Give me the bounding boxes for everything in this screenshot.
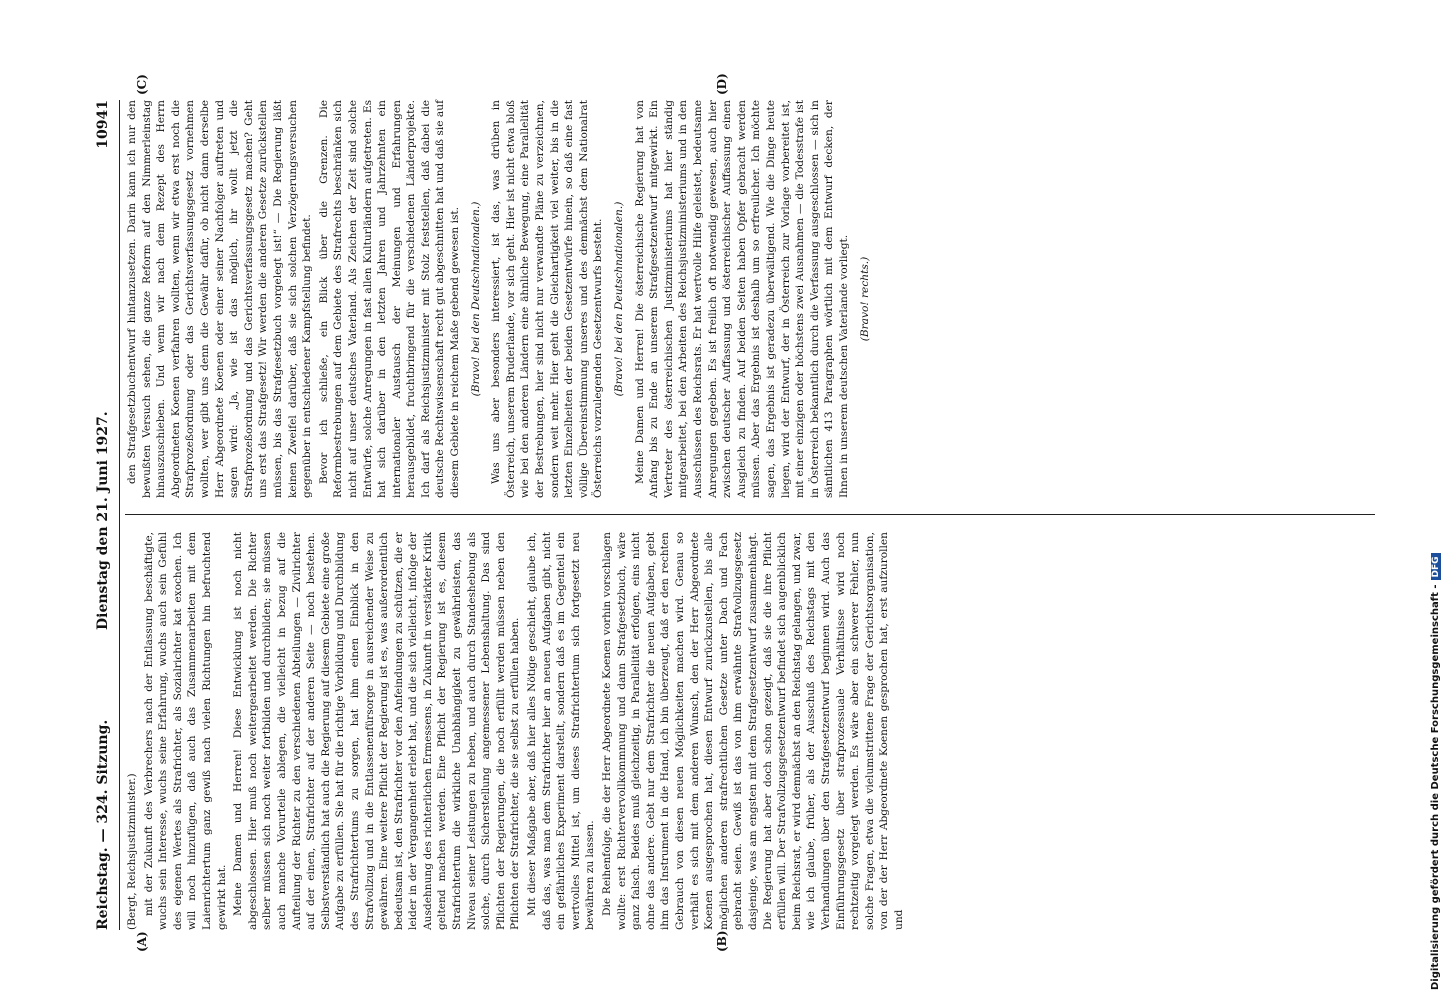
margin-marker-c: (C) bbox=[135, 74, 149, 95]
margin-marker-a: (A) bbox=[135, 931, 149, 952]
left-column bbox=[125, 532, 1375, 930]
interjection: (Bravo! bei den Deutschnationalen.) bbox=[469, 201, 482, 397]
dfg-logo: DFG bbox=[1431, 553, 1441, 580]
paragraph: Was uns aber besonders interessiert, ist das, was drüben in Österreich, unserem Bruderlande, vor sich geht. Hier ist nicht etwa bloß wie bei den anderen Ländern eine ähnliche Bewegung, eine Parallelität der Bestrebungen, hier sind nicht nur verwandte Pläne zu verzeichnen, sondern weit mehr. Hier geht die Gleichartigkeit viel weiter, bis in die letzten Einzelheiten der beiden Gesetzentwürfe hinein, so daß eine fast völlige Übereinstimmung unseres und des demnächst dem Nationalrat Österreichs vorzulegenden Gesetzentwurfs besteht. bbox=[490, 100, 605, 498]
header-left: Reichstag. — 324. Sitzung. bbox=[95, 719, 111, 930]
paragraph: den Strafgesetzbuchentwurf hintanzusetzen. Darin kann ich nur den bewußten Versuch sehen, die ganze Reform auf den Nimmerleinstag hinauszuschieben. Und wenn wir nach dem Rezept des Herrn Abgeordneten Koenen verfahren wollten, wenn wir etwa erst noch die Strafprozeßordnung oder das Gerichtsverfassungsgesetz vornehmen wollten, wer gibt uns denn die Gewähr dafür, ob nicht dann derselbe Herr Abgeordnete Koenen oder einer seiner Nachfolger auftreten und sagen wird: „Ja, wie ist das möglich, ihr wollt jetzt die Strafprozeßordnung und das Gerichtsverfassungsgesetz machen? Geht uns erst das Strafgesetz! Wir werden die anderen Gesetze zurückstellen müssen, bis das Strafgesetzbuch vorgelegt ist!“ — Die Regierung läßt keinen Zweifel darüber, daß sie sich solchen Verzögerungsversuchen gegenüber in entschiedener Kampfstellung befindet. bbox=[126, 100, 314, 498]
right-column bbox=[125, 100, 1375, 498]
page-header bbox=[95, 100, 117, 930]
paragraph: Meine Damen und Herren! Die österreichische Regierung hat von Anfang bis zu Ende an unserem Strafgesetzentwurf mitgewirkt. Ein Vertreter des österreichischen Justizministeriums hat hier ständig mitgearbeitet, bei den Arbeiten des Reichsjustizministeriums und in den Ausschüssen des Reichsrats. Er hat wertvolle Hilfe geleistet, bedeutsame Anregungen gegeben. Es ist freilich oft notwendig gewesen, auch hier zwischen deutscher Auffassung und österreichischer Auffassung einen Ausgleich zu finden. Auf beiden Seiten haben Opfer gebracht werden müssen. Aber das Ergebnis ist deshalb um so erfreulicher. Ich möchte sagen, das Ergebnis ist geradezu überwältigend. Wie die Dinge heute liegen, wird der Entwurf, der in Österreich zur Vorlage vorbereitet ist, mit einer einzigen oder höchstens zwei Ausnahmen — die Todesstrafe ist in Österreich bekanntlich durch die Verfassung ausgeschlossen — sich in sämtlichen 413 Paragraphen wörtlich mit dem Entwurf decken, der Ihnen in unserem deutschen Vaterlande vorliegt. bbox=[633, 100, 850, 498]
interjection: (Bravo! rechts.) bbox=[858, 256, 871, 342]
interjection: (Bravo! bei den Deutschnationalen.) bbox=[613, 201, 625, 397]
paragraph: Mit dieser Maßgabe aber, daß hier alles Nötige geschieht, glaube ich, daß das, was man dem Strafrichter hier an neuen Aufgaben gibt, nicht ein gefährliches Experiment darstellt, sondern daß es im Gegenteil ein wertvolles Mittel ist, um dieses Strafrichtertum sich fortgesetzt neu bewähren zu lassen. bbox=[526, 532, 597, 930]
funding-note bbox=[1412, 10, 1441, 990]
paragraph: Bevor ich schließe, ein Blick über die Grenzen. Die Reformbestrebungen auf dem Gebiete des Strafrechts beschränken sich nicht auf unser deutsches Vaterland. Als Zeichen der Zeit sind solche Entwürfe, solche Anregungen in fast allen Kulturländern aufgetreten. Es hat sich darüber in den letzten Jahren und Jahrzehnten ein internationaler Austausch der Meinungen und Erfahrungen herausgebildet, fruchtbringend für die verschiedenen Länderprojekte. Ich darf als Reichsjustizminister mit Stolz feststellen, daß dabei die deutsche Rechtswissenschaft recht gut abgeschnitten hat und daß sie auf diesem Gebiete in reichem Maße gebend gewesen ist. bbox=[317, 100, 462, 498]
paragraph: Meine Damen und Herren! Diese Entwicklung ist noch nicht abgeschlossen. Hier muß noch weitergearbeitet werden. Die Richter selber müssen sich noch weiter fortbilden und durchbilden; sie müssen auch manche Vorurteile ablegen, die vielleicht in bezug auf die Aufteilung der Richter zu den verschiedenen Abteilungen — Zivilrichter auf der einen, Strafrichter auf der anderen Seite — noch bestehen. Selbstverständlich hat auch die Regierung auf diesem Gebiete eine große Aufgabe zu erfüllen. Sie hat für die richtige Vorbildung und Durchbildung des Strafrichtertums zu sorgen, hat ihm einen Einblick in den Strafvollzug und in die Entlassenenfürsorge in ausreichender Weise zu gewähren. Eine weitere Pflicht der Regierung ist es, was außerordentlich bedeutsam ist, den Strafrichter vor den Anfeindungen zu schützen, die er leider in der Vergangenheit erlebt hat, und die sich vielleicht, infolge der Ausdehnung des richterlichen Ermessens, in Zukunft in verstärkter Kritik geltend machen werden. Eine Pflicht der Regierung ist es, diesem Strafrichtertum die wirkliche Unabhängigkeit zu gewährleisten, das Niveau seiner Leistungen zu heben, und auch durch Standeshebung als solche, durch Sicherstellung angemessener Lebenshaltung. Das sind Pflichten der Regierungen, die noch erfüllt werden müssen neben den Pflichten der Strafrichter, die sie selbst zu erfüllen haben. bbox=[232, 532, 522, 930]
paragraph: mit der Zukunft des Verbrechers nach der Entlassung beschäftigte, wuchs sein Interesse, wuchs seine Erfahrung, wuchs auch sein Gefühl des eigenen Wertes als Strafrichter, als Sozialrichter kat exochen. Ich will noch hinzufügen, daß auch das Zusammenarbeiten mit dem Laienrichtertum ganz gewiß nach vielen Richtungen hin befruchtend gewirkt hat. bbox=[142, 532, 228, 930]
page-number: 10941 bbox=[95, 100, 111, 149]
speaker-label: (Bergt, Reichsjustizminister.) bbox=[126, 773, 138, 930]
rotated-document bbox=[95, 73, 1385, 952]
margin-marker-b: (B) bbox=[715, 930, 729, 952]
funding-text: Digitalisierung gefördert durch die Deutsche Forschungsgemeinschaft - bbox=[1430, 584, 1441, 990]
header-date: Dienstag den 21. Juni 1927. bbox=[95, 411, 111, 630]
column-divider bbox=[125, 514, 1375, 515]
paragraph: Die Reihenfolge, die der Herr Abgeordnete Koenen vorhin vorschlagen wollte: erst Richtervervollkommnung und dann Strafgesetzbuch, wäre ganz falsch. Beides muß gleichzeitig, in Parallelität erfolgen, eins nicht ohne das andere. Gebt nur dem Strafrichter die neuen Aufgaben, gebt ihm das Instrument in die Hand, ich bin überzeugt, daß er den rechten Gebrauch von diesen neuen Möglichkeiten machen wird. Genau so verhält es sich mit dem anderen Wunsch, den der Herr Abgeordnete Koenen ausgesprochen hat, diesen Entwurf zurückzustellen, bis alle möglichen anderen strafrechtlichen Gesetze unter Dach und Fach gebracht seien. Gewiß ist das von ihm erwähnte Strafvollzugsgesetz dasjenige, was am engsten mit dem Strafgesetzentwurf zusammenhängt. Die Regierung hat aber doch schon gezeigt, daß sie die ihre Pflicht erfüllen will. Der Strafvollzugsgesetzentwurf befindet sich augenblicklich beim Reichsrat, er wird demnächst an den Reichstag gelangen, und zwar, wie ich glaube, früher, als der Ausschuß des Reichstags mit den Verhandlungen über den Strafgesetzentwurf beginnen wird. Auch das Einführungsgesetz über strafprozessuale Verhältnisse wird noch rechtzeitig vorgelegt werden. Es wäre aber ein schwerer Fehler, nun solche Fragen, etwa die vielumstrittene Frage der Gerichtsorganisation, von der der Herr Abgeordnete Koenen gesprochen hat, erst aufzurollen und bbox=[601, 532, 905, 930]
header-rule bbox=[119, 100, 120, 930]
margin-marker-d: (D) bbox=[715, 73, 729, 95]
